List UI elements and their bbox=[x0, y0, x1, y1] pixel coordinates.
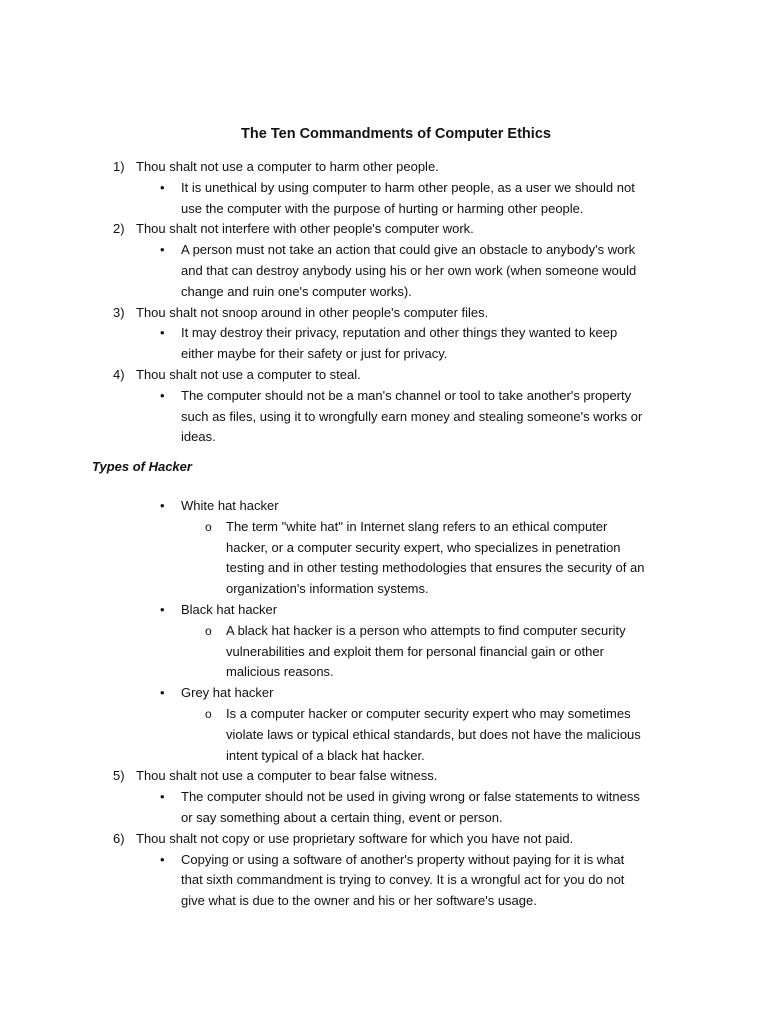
hacker-type-item bbox=[92, 600, 688, 621]
commandment-item bbox=[92, 157, 688, 178]
commandment-text: Thou shalt not snoop around in other people's computer files. bbox=[136, 304, 489, 320]
sub-bullet-marker: o bbox=[205, 519, 212, 534]
bullet-marker: • bbox=[160, 789, 165, 805]
commandment-text: Thou shalt not copy or use proprietary software for which you have not paid. bbox=[136, 830, 574, 846]
text-line: testing and in other testing methodologies that ensures the security of an bbox=[226, 560, 645, 576]
description-text bbox=[226, 621, 626, 683]
bullet-text bbox=[181, 323, 617, 365]
bullet-item bbox=[92, 787, 688, 829]
commandment-text: Thou shalt not interfere with other people's computer work. bbox=[136, 221, 474, 237]
text-line: or say something about a certain thing, event or person. bbox=[181, 809, 503, 825]
bullet-text bbox=[181, 386, 642, 448]
text-line: vulnerabilities and exploit them for personal financial gain or other bbox=[226, 643, 604, 659]
text-line: hacker, or a computer security expert, who specializes in penetration bbox=[226, 539, 621, 555]
text-line: The computer should not be used in giving wrong or false statements to witness bbox=[181, 789, 640, 805]
item-number: 5) bbox=[113, 768, 125, 784]
bullet-marker: • bbox=[160, 325, 165, 341]
bullet-marker: • bbox=[160, 179, 165, 195]
commandments-list-2 bbox=[92, 766, 688, 912]
text-line: and that can destroy anybody using his or her own work (when someone would bbox=[181, 262, 637, 278]
commandment-item bbox=[92, 219, 688, 240]
text-line: The computer should not be a man's channel or tool to take another's property bbox=[181, 387, 632, 403]
bullet-text bbox=[181, 787, 640, 829]
item-number: 1) bbox=[113, 159, 125, 174]
bullet-marker: • bbox=[160, 497, 165, 513]
hacker-type-description bbox=[92, 517, 688, 600]
bullet-item bbox=[92, 323, 688, 365]
text-line: The term "white hat" in Internet slang refers to an ethical computer bbox=[226, 518, 608, 534]
text-line: Copying or using a software of another's property without paying for it is what bbox=[181, 851, 625, 867]
section-heading-types-of-hacker: Types of Hacker bbox=[92, 459, 192, 475]
text-line: malicious reasons. bbox=[226, 664, 334, 680]
text-line: A person must not take an action that could give an obstacle to anybody's work bbox=[181, 242, 636, 258]
text-line: give what is due to the owner and his or her software's usage. bbox=[181, 893, 537, 909]
description-text bbox=[226, 704, 641, 766]
commandment-item bbox=[92, 766, 688, 787]
text-line: violate laws or typical ethical standards, but does not have the malicious bbox=[226, 726, 641, 742]
sub-bullet-marker: o bbox=[205, 623, 212, 638]
text-line: either maybe for their safety or just for privacy. bbox=[181, 346, 448, 362]
text-line: use the computer with the purpose of hurting or harming other people. bbox=[181, 200, 584, 216]
description-text bbox=[226, 517, 644, 600]
text-line: It may destroy their privacy, reputation and other things they wanted to keep bbox=[181, 325, 618, 341]
bullet-item bbox=[92, 386, 688, 448]
hacker-type-name: Grey hat hacker bbox=[181, 685, 274, 701]
bullet-text bbox=[181, 178, 635, 220]
bullet-item bbox=[92, 240, 688, 302]
text-line: It is unethical by using computer to harm other people, as a user we should not bbox=[181, 179, 635, 195]
text-line: A black hat hacker is a person who attempts to find computer security bbox=[226, 622, 626, 638]
commandment-item bbox=[92, 829, 688, 850]
document-title: The Ten Commandments of Computer Ethics bbox=[241, 126, 551, 142]
text-line: Is a computer hacker or computer security expert who may sometimes bbox=[226, 705, 631, 721]
hacker-types-list bbox=[92, 496, 688, 766]
text-line: ideas. bbox=[181, 429, 216, 445]
bullet-marker: • bbox=[160, 387, 165, 403]
commandment-text: Thou shalt not use a computer to bear false witness. bbox=[136, 768, 438, 784]
hacker-type-item bbox=[92, 683, 688, 704]
item-number: 2) bbox=[113, 221, 125, 237]
bullet-marker: • bbox=[160, 601, 165, 617]
bullet-marker: • bbox=[160, 851, 165, 867]
commandment-item bbox=[92, 303, 688, 324]
bullet-marker: • bbox=[160, 242, 165, 258]
commandment-item bbox=[92, 365, 688, 386]
text-line: intent typical of a black hat hacker. bbox=[226, 747, 425, 763]
hacker-type-name: Black hat hacker bbox=[181, 601, 278, 617]
hacker-type-item bbox=[92, 496, 688, 517]
sub-bullet-marker: o bbox=[205, 706, 212, 721]
bullet-marker: • bbox=[160, 685, 165, 701]
text-line: such as files, using it to wrongfully earn money and stealing someone's works or bbox=[181, 408, 643, 424]
commandments-list-1 bbox=[92, 157, 688, 448]
bullet-item bbox=[92, 178, 688, 220]
item-number: 6) bbox=[113, 830, 125, 846]
text-line: organization's information systems. bbox=[226, 581, 429, 597]
text-line: that sixth commandment is trying to convey. It is a wrongful act for you do not bbox=[181, 872, 625, 888]
bullet-item bbox=[92, 850, 688, 912]
item-number: 3) bbox=[113, 304, 125, 320]
commandment-text: Thou shalt not use a computer to steal. bbox=[136, 366, 361, 382]
hacker-type-name: White hat hacker bbox=[181, 497, 279, 513]
hacker-type-description bbox=[92, 704, 688, 766]
item-number: 4) bbox=[113, 366, 125, 382]
commandment-text: Thou shalt not use a computer to harm other people. bbox=[136, 159, 439, 174]
bullet-text bbox=[181, 850, 624, 912]
hacker-type-description bbox=[92, 621, 688, 683]
text-line: change and ruin one's computer works). bbox=[181, 283, 412, 299]
bullet-text bbox=[181, 240, 636, 302]
